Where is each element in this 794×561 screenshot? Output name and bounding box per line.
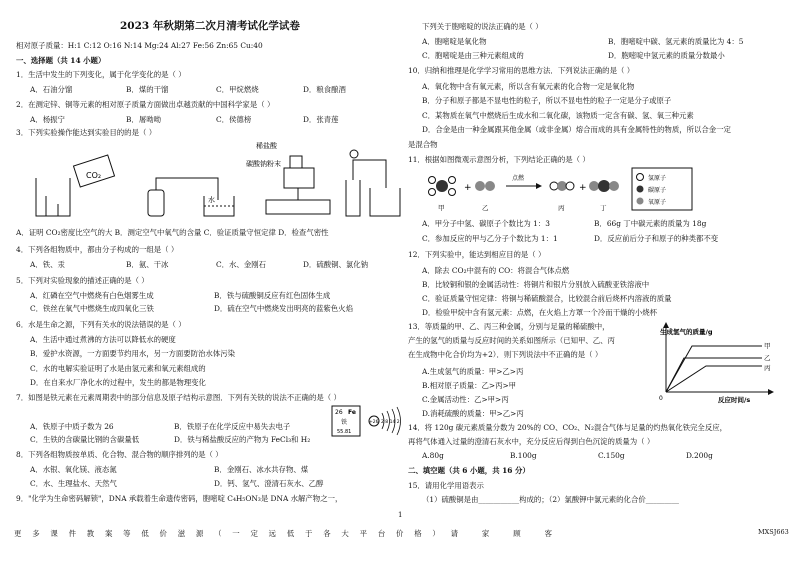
q13-option-c: C.金属活动性：乙>甲>丙: [422, 395, 509, 404]
q8-option-a: A．水银、氧化镁、液态氮: [30, 465, 117, 474]
molecule-d: [589, 180, 619, 192]
label-ding: 丁: [600, 204, 607, 212]
legend-box: [632, 168, 692, 210]
q7-option-d: D．铁与稀盐酸反应的产物为 FeCl₃和 H₂: [174, 435, 311, 444]
label-yi: 乙: [482, 204, 489, 212]
q7-stem: 7．如图是铁元素在元素周期表中的部分信息及原子结构示意图．下列有关铁的说法不正确的是（ ）: [16, 393, 341, 402]
q11-option-a: A．甲分子中氢、碳原子个数比为 1：3: [422, 219, 550, 228]
q2-option-d: D．张青莲: [303, 115, 339, 124]
q11-option-b: B．66g 丁中碳元素的质量为 18g: [594, 219, 707, 228]
q8-stem: 8．下列各组物质按单质、化合物、混合物的顺序排列的是（ ）: [16, 450, 223, 459]
fe-symbol: Fe: [348, 409, 356, 416]
graph-y-label: 生成氢气的质量/g: [660, 328, 713, 336]
apparatus-a: [36, 155, 115, 216]
legend-h: 氢原子: [648, 175, 667, 182]
q8-option-b: B．金刚石、冰水共存物、煤: [214, 465, 309, 474]
q9-option-d: D．胞嘧啶中氢元素的质量分数最小: [608, 51, 725, 60]
q2-stem: 2．在测定锌、铜等元素的相对原子质量方面做出卓越贡献的中国科学家是（ ）: [16, 100, 275, 109]
molecule-a: [429, 177, 456, 196]
q11-reaction-diagram: [424, 166, 714, 214]
q6-option-b: B．爱护水资源，一方面要节约用水，另一方面要防治水体污染: [30, 349, 235, 358]
q11-stem: 11．根据如图微观示意图分析，下列结论正确的是（ ）: [408, 155, 590, 164]
q12-stem: 12．下列实验中，能达到相应目的是（ ）: [408, 250, 546, 259]
q5-option-a: A．红磷在空气中燃烧有白色烟雾生成: [30, 291, 154, 300]
q4-stem: 4．下列各组物质中，都由分子构成的一组是（ ）: [16, 245, 179, 254]
curve-jia: [666, 346, 762, 392]
q5-stem: 5．下列对实验现象的描述正确的是（ ）: [16, 276, 149, 285]
label-series-bing: 丙: [764, 364, 771, 372]
q6-option-d: D．在自来水厂净化水的过程中，发生的都是物理变化: [30, 378, 206, 387]
q13-stem-1: 13．等质量的甲、乙、丙三种金属，分别与足量的稀硫酸中，: [408, 322, 610, 331]
fe-shells: 2 8 14 2: [381, 420, 400, 425]
q1-option-d: D．粮食酿酒: [303, 85, 346, 94]
q3-options: A．证明 CO₂密度比空气的大 B．测定空气中氧气的含量 C．验证质量守恒定律 D．检查气密性: [16, 228, 329, 237]
q10-stem: 10．归纳和推理是化学学习常用的思维方法．下列说法正确的是（ ）: [408, 66, 635, 75]
water-label: 水: [208, 196, 215, 204]
q10-option-d: D．合金是由一种金属跟其他金属（或非金属）熔合而成的具有金属特性的物质，所以合金一定: [422, 125, 731, 134]
q6-option-a: A．生活中通过煮沸的方法可以降低水的硬度: [30, 335, 176, 344]
q14-stem-2: 再将气体通入过量的澄清石灰水中，充分反应后得到白色沉淀的质量为（ ）: [408, 437, 655, 446]
exam-title: 2023 年秋期第二次月清考试化学试卷: [120, 20, 300, 32]
section-choice-heading: 一、选择题（共 14 小题）: [16, 56, 106, 65]
q14-option-d: D.200g: [686, 451, 713, 460]
q11-option-d: D．反应前后分子和原子的种类都不变: [594, 234, 719, 243]
fe-name: 铁: [341, 419, 348, 426]
label-jia: 甲: [438, 204, 445, 212]
q13-stem-3: 在生成物中化合价均为+2）．则下列说法中不正确的是（ ）: [408, 350, 603, 359]
q4-option-d: D．硫酸铜、氯化钠: [303, 260, 369, 269]
q1-option-b: B．煤的干馏: [126, 85, 169, 94]
q12-option-b: B．比较铜和银的金属活动性：将铜片和银片分别放入硫酸亚铁溶液中: [422, 280, 650, 289]
co2-label: CO₂: [86, 171, 102, 180]
q5-option-b: B．铁与硫酸铜反应有红色固体生成: [214, 291, 331, 300]
q8-option-d: D．钙、氢气、澄清石灰水、乙醇: [214, 479, 324, 488]
q9-option-b: B．胞嘧啶中碳、氢元素的质量比为 4：5: [608, 37, 744, 46]
q6-option-c: C．水的电解实验证明了水是由氢元素和氧元素组成的: [30, 364, 206, 373]
q3-apparatus-figure: [28, 140, 408, 220]
q14-option-a: A.80g: [422, 451, 444, 460]
fe-atomic-number: 26: [335, 409, 343, 416]
q1-stem: 1．生活中发生的下列变化，属于化学变化的是（ ）: [16, 70, 186, 79]
curve-yi: [666, 358, 762, 392]
q1-option-a: A．石油分馏: [30, 85, 73, 94]
q5-option-c: C．铁丝在氧气中燃烧生成四氧化三铁: [30, 304, 154, 313]
label-series-yi: 乙: [764, 354, 771, 362]
na2co3-label: 碳酸钠粉末: [246, 160, 281, 168]
q14-stem: 14．将 120g 碳元素质量分数为 20%的 CO、CO₂、N₂混合气体与足量的灼热氧化铁完全反应，: [408, 423, 727, 432]
fe-mass: 55.81: [337, 429, 352, 435]
q12-option-d: D．检验甲烷中含有氢元素：点燃，在火焰上方罩一个冷而干燥的小烧杯: [422, 308, 658, 317]
apparatus-b: [148, 178, 234, 216]
reaction-condition: 点燃: [512, 175, 525, 182]
iron-element-figure: [330, 404, 410, 440]
q2-option-a: A．杨振宁: [30, 115, 65, 124]
q11-option-c: C．参加反应的甲与乙分子个数比为 1：1: [422, 234, 558, 243]
q6-stem: 6．水是生命之源，下列有关水的说法错误的是（ ）: [16, 320, 186, 329]
q1-option-c: C．甲烷燃烧: [216, 85, 259, 94]
q15-stem: 15．请用化学用语表示: [408, 481, 484, 490]
svg-text:+: +: [464, 183, 472, 193]
q9-option-a: A．胞嘧啶是氧化物: [422, 37, 487, 46]
q14-option-b: B.100g: [510, 451, 537, 460]
q4-option-a: A．铁、汞: [30, 260, 65, 269]
q10-option-d-cont: 是混合物: [408, 140, 438, 149]
curve-bing: [666, 366, 762, 392]
q3-stem: 3．下列实验操作能达到实验目的的是（ ）: [16, 128, 157, 137]
q4-option-c: C．水、金刚石: [216, 260, 266, 269]
q5-option-d: D．硫在空气中燃烧发出明亮的蓝紫色火焰: [214, 304, 353, 313]
svg-text:+: +: [579, 183, 587, 193]
q13-option-b: B.相对原子质量：乙>丙>甲: [422, 381, 517, 390]
atomic-masses: 相对原子质量：H:1 C:12 O:16 N:14 Mg:24 Al:27 Fe:56 Zn:65 Cu:40: [16, 41, 263, 50]
q13-option-a: A.生成氢气的质量：甲>乙>丙: [422, 367, 524, 376]
q2-option-c: C．侯德榜: [216, 115, 252, 124]
q14-option-c: C.150g: [598, 451, 625, 460]
q13-stem-2: 产生的氢气的质量与反应时间的关系如图所示（已知甲、乙、丙: [408, 336, 615, 345]
graph-x-label: 反应时间/s: [718, 396, 751, 404]
label-bing: 丙: [558, 204, 565, 212]
q10-option-b: B．分子和原子都是不显电性的粒子，所以不显电性的粒子一定是分子或原子: [422, 96, 672, 105]
q15-subitems: （1）硫酸铜是由___________构成的；（2）氯酸钾中氯元素的化合价_________: [422, 495, 679, 504]
legend-c: 碳原子: [648, 187, 667, 194]
footer-advert: 更多课件教案等低价滋源（一定远低于各大平台价格）请 家 顾 客: [14, 529, 563, 538]
q9-option-c: C．胞嘧啶是由三种元素组成的: [422, 51, 524, 60]
section-fill-heading: 二、填空题（共 6 小题，共 16 分）: [408, 466, 530, 475]
q7-option-a: A．铁原子中质子数为 26: [30, 422, 114, 431]
q9-stem: 9．"化学为生命密码解锁"，DNA 承载着生命遗传密码，胞嘧啶 C₄H₅ON₃是 DNA 水解产物之一，: [16, 494, 343, 503]
document-code: MXSJ663: [758, 528, 789, 536]
q9-stem-continued: 下列关于胞嘧啶的说法正确的是（ ）: [422, 22, 543, 31]
legend-o: 氧原子: [648, 199, 667, 206]
hcl-label: 稀盐酸: [256, 142, 277, 150]
q7-option-c: C．生铁的含碳量比钢的含碳量低: [30, 435, 140, 444]
molecule-b: [475, 181, 495, 191]
q10-option-c: C．某物质在氧气中燃烧后生成水和二氧化碳，该物质一定含有碳、氢、氧三种元素: [422, 111, 694, 120]
q4-option-b: B．氨、干冰: [126, 260, 169, 269]
q13-option-d: D.消耗硫酸的质量：甲>乙>丙: [422, 409, 524, 418]
q12-option-a: A．除去 CO₂中混有的 CO：将混合气体点燃: [422, 266, 570, 275]
page-number: 1: [398, 511, 403, 519]
q8-option-c: C．水、生理盐水、天然气: [30, 479, 117, 488]
q2-option-b: B．屠呦呦: [126, 115, 161, 124]
q13-hydrogen-graph: [652, 320, 778, 406]
label-series-jia: 甲: [764, 342, 771, 350]
q12-option-c: C．验证质量守恒定律：将铜与稀硫酸混合，比较混合前后烧杯内溶液的质量: [422, 294, 672, 303]
molecule-c: [550, 181, 574, 191]
apparatus-d: [346, 150, 400, 216]
q10-option-a: A．氧化物中含有氧元素，所以含有氧元素的化合物一定是氧化物: [422, 82, 635, 91]
fe-nucleus: +26: [369, 420, 379, 425]
q7-option-b: B．铁原子在化学反应中易失去电子: [174, 422, 291, 431]
graph-origin: 0: [659, 395, 663, 402]
